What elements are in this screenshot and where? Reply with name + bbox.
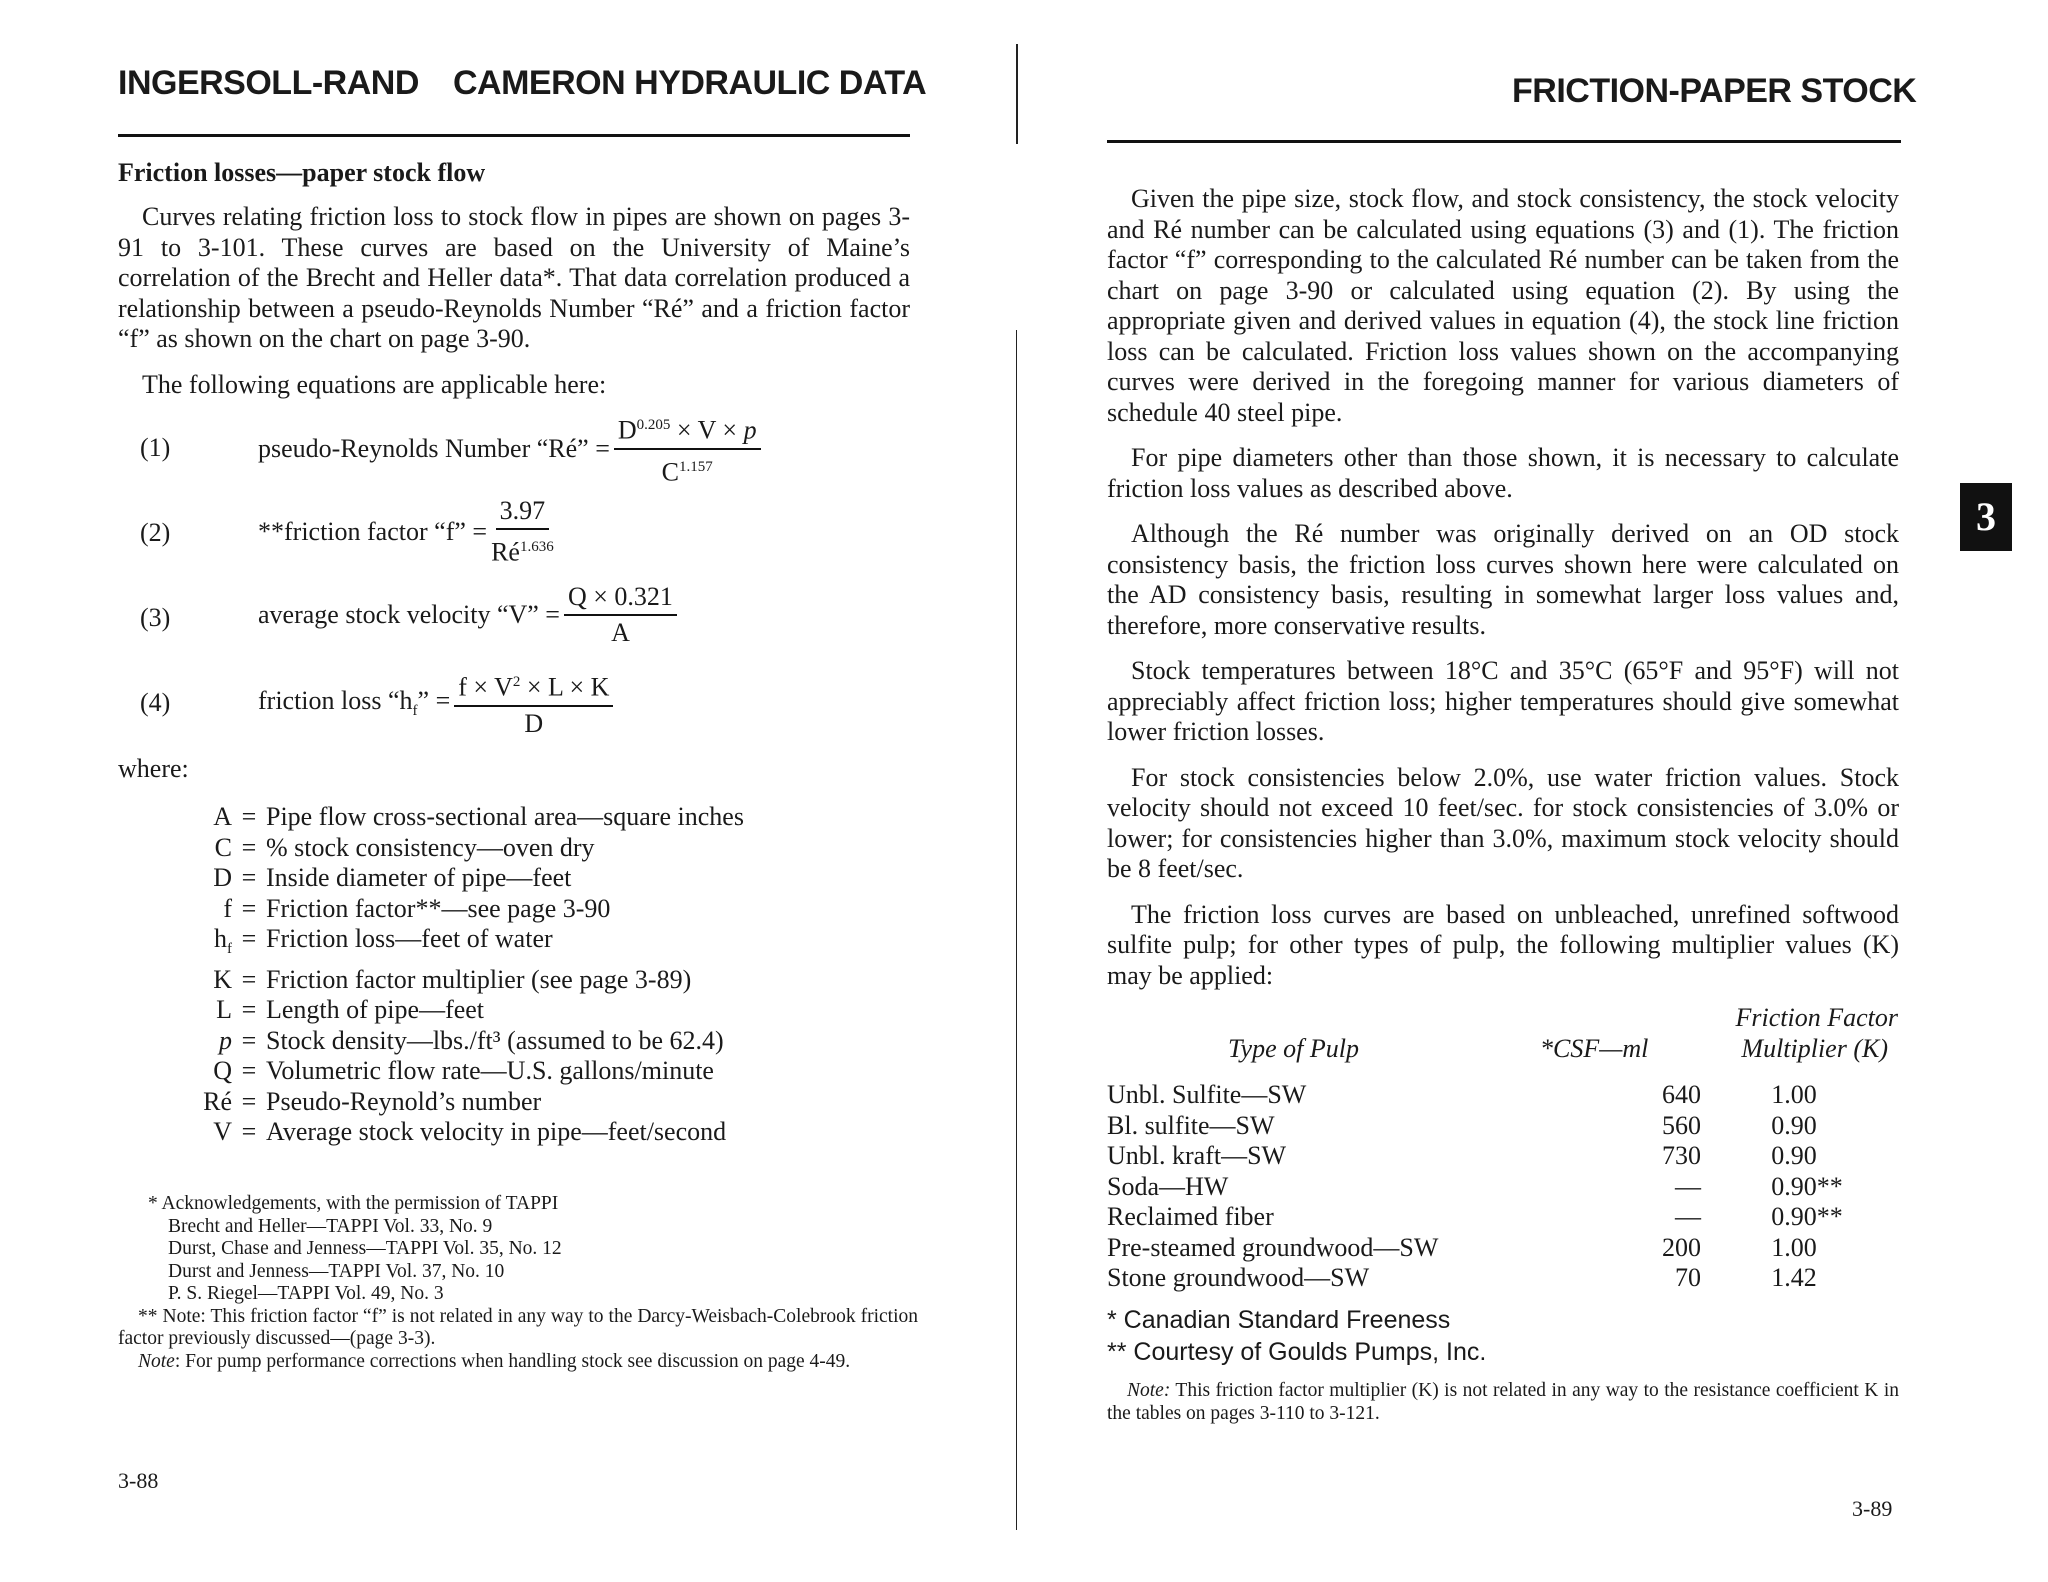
intro-paragraph: Curves relating friction loss to stock flow in pipes are shown on pages 3-91 to 3-101. These curves are based on the University of Maine’s correlation of the Brecht and Heller data*. That data correlation produced a relationship between a pseudo-Reynolds Number “Ré” and a friction factor “f” as shown on the chart on page 3-90.: [118, 202, 910, 353]
chapter-tab-marker: 3: [1960, 483, 2012, 551]
left-header-brand: INGERSOLL-RAND: [118, 64, 419, 102]
courtesy-note: ** Courtesy of Goulds Pumps, Inc.: [1107, 1338, 1487, 1366]
where-item-C: C = % stock consistency—oven dry: [214, 832, 595, 862]
left-header-title: CAMERON HYDRAULIC DATA: [453, 64, 927, 102]
right-paragraph: For pipe diameters other than those shown, it is necessary to calculate friction loss values as described above.: [1107, 443, 1899, 503]
table-header-type: Type of Pulp: [1228, 1034, 1359, 1063]
where-item-K: K = Friction factor multiplier (see page 3-89): [213, 964, 692, 994]
where-item-Re: Ré = Pseudo-Reynold’s number: [203, 1086, 542, 1116]
table-row: Bl. sulfite—SW 560 0.90: [1107, 1110, 1817, 1140]
footnote-pump-note: Note: For pump performance corrections when handling stock see discussion on page 4-49.: [138, 1350, 851, 1372]
right-paragraph: The friction loss curves are based on unbleached, unrefined softwood sulfite pulp; for other types of pulp, the following multiplier values (K) may be applied:: [1107, 899, 1899, 990]
equation-3: [258, 582, 677, 648]
right-paragraph: For stock consistencies below 2.0%, use water friction values. Stock velocity should not exceed 10 feet/sec. for stock consistencies of 3.0% or lower; for consistencies higher than 3.0%, maximum stock velocity should be 8 feet/sec.: [1107, 762, 1899, 883]
footnote-ref: P. S. Riegel—TAPPI Vol. 49, No. 3: [168, 1283, 444, 1304]
section-heading: Friction losses—paper stock flow: [118, 158, 486, 187]
equation-1-label: pseudo-Reynolds Number “Ré” =: [258, 433, 610, 463]
table-row: Unbl. kraft—SW 730 0.90: [1107, 1141, 1817, 1170]
footnote-ref: Durst and Jenness—TAPPI Vol. 37, No. 10: [168, 1260, 505, 1282]
page-gutter-line: [1016, 330, 1017, 1530]
footnote-darcy-note: ** Note: This friction factor “f” is not related in any way to the Darcy-Weisbach-Colebrook friction factor previously discussed—(page 3-3).: [118, 1305, 918, 1349]
where-item-D: D = Inside diameter of pipe—feet: [213, 863, 572, 892]
where-item-Q: Q = Volumetric flow rate—U.S. gallons/minute: [213, 1056, 714, 1086]
table-row: Reclaimed fiber — 0.90**: [1107, 1202, 1843, 1231]
right-header-title: FRICTION-PAPER STOCK: [1512, 72, 1917, 110]
equation-4-number: (4): [140, 688, 171, 717]
equation-1-denominator: $C^{1.157}$: [661, 457, 713, 487]
equations-intro: The following equations are applicable here:: [142, 370, 607, 399]
left-header-rule: [118, 134, 910, 137]
equation-3-label: average stock velocity “V” =: [258, 600, 560, 629]
equation-1-number: (1): [140, 433, 171, 462]
equation-2-denominator: $Ré^{1.636}$: [491, 537, 554, 567]
equation-4-denominator: D: [524, 708, 544, 738]
equation-2: [258, 496, 554, 568]
table-header-csf: *CSF—ml: [1540, 1034, 1649, 1063]
equation-1-numerator: $D^{0.205} \times V \times p$: [614, 410, 761, 450]
where-item-hf: $h_f$ = Friction loss—feet of water: [214, 924, 553, 958]
where-item-A: A = Pipe flow cross-sectional area—square inches: [213, 802, 744, 831]
equation-4: [258, 667, 613, 739]
table-header-factor-line2: Multiplier (K): [1741, 1034, 1888, 1063]
left-page-number: 3-88: [118, 1468, 159, 1493]
where-label: where:: [118, 754, 189, 783]
footnote-ref: Durst, Chase and Jenness—TAPPI Vol. 35, No. 12: [168, 1238, 562, 1259]
right-paragraph: Although the Ré number was originally derived on an OD stock consistency basis, the friction loss curves shown here were calculated on the AD consistency basis, resulting in somewhat larger loss values and, therefore, more conservative results.: [1107, 519, 1899, 640]
table-header-factor-line1: Friction Factor: [1735, 1003, 1898, 1032]
csf-note: * Canadian Standard Freeness: [1107, 1306, 1451, 1334]
equation-3-number: (3): [140, 603, 171, 632]
equation-4-numerator: $f \times V^2 \times L \times K$: [454, 667, 613, 707]
table-row: Stone groundwood—SW 70 1.42: [1107, 1263, 1817, 1292]
page-gutter-line-top: [1016, 44, 1018, 144]
right-body: [1107, 184, 1899, 991]
equation-3-denominator: A: [611, 618, 630, 647]
footnotes: [118, 1193, 918, 1373]
where-item-f: f = Friction factor**—see page 3-90: [223, 893, 611, 923]
multiplier-note: Note: This friction factor multiplier (K) is not related in any way to the resistance coefficient K in the tables on pages 3-110 to 3-121.: [1107, 1380, 1899, 1424]
equation-2-label: **friction factor “f” =: [258, 516, 488, 546]
where-list: [180, 802, 880, 1148]
where-item-L: L = Length of pipe—feet: [216, 995, 485, 1025]
footnote-ref: Brecht and Heller—TAPPI Vol. 33, No. 9: [168, 1215, 493, 1237]
where-item-p: p = Stock density—lbs./ft³ (assumed to be 62.4): [219, 1025, 724, 1055]
equation-2-number: (2): [140, 518, 171, 547]
pulp-multiplier-table: [1107, 1080, 1887, 1294]
where-item-V: V = Average stock velocity in pipe—feet/second: [213, 1117, 727, 1147]
equation-2-numerator: 3.97: [496, 496, 550, 530]
equation-1: [258, 410, 761, 487]
right-paragraph: Stock temperatures between 18°C and 35°C (65°F and 95°F) will not appreciably affect friction loss; higher temperatures should give somewhat lower friction losses.: [1107, 656, 1899, 746]
right-paragraph: Given the pipe size, stock flow, and stock consistency, the stock velocity and Ré number can be calculated using equations (3) and (1). The friction factor “f” corresponding to the calculated Ré number can be taken from the chart on page 3-90 or calculated using equation (2). By using the appropriate given and derived values in equation (4), the stock line friction loss can be calculated. Friction loss values shown on the accompanying curves were derived in the foregoing manner for various diameters of schedule 40 steel pipe.: [1107, 184, 1899, 427]
footnote-acknowledgements: * Acknowledgements, with the permission of TAPPI: [148, 1193, 559, 1214]
equation-4-label: friction loss “$h_f$” =: [258, 685, 451, 719]
equation-3-numerator: Q × 0.321: [564, 582, 677, 616]
right-header-rule: [1107, 140, 1901, 143]
right-page-number: 3-89: [1852, 1496, 1893, 1521]
table-row: Soda—HW — 0.90**: [1107, 1171, 1843, 1201]
table-row: Unbl. Sulfite—SW 640 1.00: [1107, 1080, 1817, 1109]
table-row: Pre-steamed groundwood—SW 200 1.00: [1107, 1232, 1817, 1262]
